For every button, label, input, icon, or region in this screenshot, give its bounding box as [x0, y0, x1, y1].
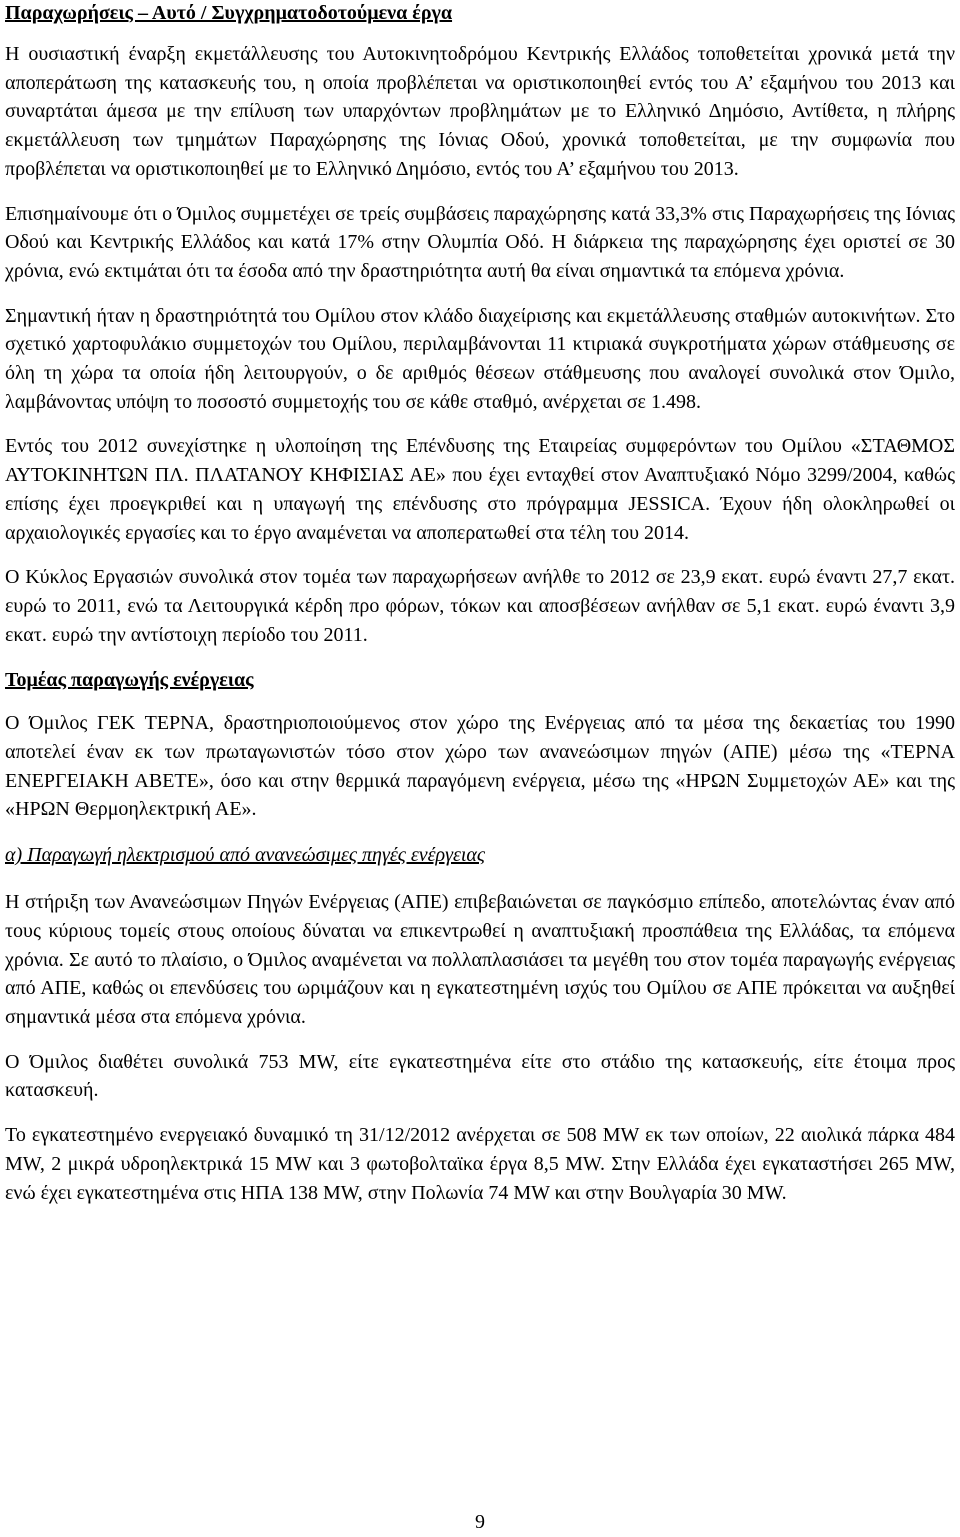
- paragraph: Η ουσιαστική έναρξη εκμετάλλευσης του Αυτοκινητοδρόμου Κεντρικής Ελλάδος τοποθετείται χρονικά μετά την αποπεράτωση της κατασκευής του, η οποία προβλέπεται να οριστικοποιηθεί εντός του Α’ εξαμήνου του 2013 και συναρτάται άμεσα με την επίλυση των υπαρχόντων προβλημάτων με το Ελληνικό Δημόσιο, Αντίθετα, η πλήρης εκμετάλλευση των τμημάτων Παραχώρησης της Ιόνιας Οδού, χρονικά τοποθετείται, με την συμφωνία που προβλέπεται να οριστικοποιηθεί με το Ελληνικό Δημόσιο, εντός του Α’ εξαμήνου του 2013.: [5, 43, 955, 180]
- page-number: 9: [475, 1511, 485, 1533]
- section-title-energy: Τομέας παραγωγής ενέργειας: [5, 669, 254, 692]
- paragraph: Σημαντική ήταν η δραστηριότητά του Ομίλου στον κλάδο διαχείρισης και εκμετάλλευσης σταθμών αυτοκινήτων. Στο σχετικό χαρτοφυλάκιο συμμετοχών του Ομίλου, περιλαμβάνονται 11 κτιριακά συγκροτήματα χώρων στάθμευσης σε όλη τη χώρα τα οποία ήδη λειτουργούν, ο δε αριθμός θέσεων στάθμευσης που αναλογεί συνολικά στον Όμιλο, λαμβάνοντας υπόψη το ποσοστό συμμετοχής του σε κάθε σταθμό, ανέρχεται σε 1.498.: [5, 304, 955, 413]
- paragraph: Ο Όμιλος ΓΕΚ ΤΕΡΝΑ, δραστηριοποιούμενος στον χώρο της Ενέργειας από τα μέσα της δεκαετίας του 1990 αποτελεί έναν εκ των πρωταγωνιστών τόσο στον χώρο των ανανεώσιμων πηγών (ΑΠΕ) μέσω της «ΤΕΡΝΑ ΕΝΕΡΓΕΙΑΚΗ ΑΒΕΤΕ», όσο και στην θερμικά παραγόμενη ενέργεια, μέσω της «ΗΡΩΝ Συμμετοχών ΑΕ» και της «ΗΡΩΝ Θερμοηλεκτρική ΑΕ».: [5, 712, 955, 821]
- paragraph: Ο Κύκλος Εργασιών συνολικά στον τομέα των παραχωρήσεων ανήλθε το 2012 σε 23,9 εκατ. ευρώ έναντι 27,7 εκατ. ευρώ το 2011, ενώ τα Λειτουργικά κέρδη προ φόρων, τόκων και αποσβέσεων ανήλθαν σε 5,1 εκατ. ευρώ έναντι 3,9 εκατ. ευρώ την αντίστοιχη περίοδο του 2011.: [5, 566, 955, 646]
- paragraph: Επισημαίνουμε ότι ο Όμιλος συμμετέχει σε τρείς συμβάσεις παραχώρησης κατά 33,3% στις Παραχωρήσεις της Ιόνιας Οδού και Κεντρικής Ελλάδος και κατά 17% στην Ολυμπία Οδό. Η διάρκεια της παραχώρησης έχει οριστεί σε 30 χρόνια, ενώ εκτιμάται ότι τα έσοδα από την δραστηριότητα αυτή θα είναι σημαντικά τα επόμενα χρόνια.: [5, 202, 955, 282]
- section-title-concessions: Παραχωρήσεις – Αυτό / Συγχρηματοδοτούμενα έργα: [5, 2, 453, 24]
- subsection-title-renewables: α) Παραγωγή ηλεκτρισμού από ανανεώσιμες πηγές ενέργειας: [5, 844, 486, 867]
- paragraph: Το εγκατεστημένο ενεργειακό δυναμικό τη 31/12/2012 ανέρχεται σε 508 MW εκ των οποίων, 22 αιολικά πάρκα 484 MW, 2 μικρά υδροηλεκτρικά 15 MW και 3 φωτοβολταϊκα έργα 8,5 MW. Στην Ελλάδα έχει εγκαταστήσει 265 MW, ενώ έχει εγκατεστημένα στις ΗΠΑ 138 MW, στην Πολωνία 74 MW και στην Βουλγαρία 30 MW.: [5, 1124, 955, 1204]
- paragraph: Ο Όμιλος διαθέτει συνολικά 753 MW, είτε εγκατεστημένα είτε στο στάδιο της κατασκευής, είτε έτοιμα προς κατασκευή.: [5, 1050, 955, 1102]
- document-page: [5, 0, 955, 1223]
- paragraph: Η στήριξη των Ανανεώσιμων Πηγών Ενέργειας (ΑΠΕ) επιβεβαιώνεται σε παγκόσμιο επίπεδο, αποτελώντας έναν από τους κύριους τομείς στους οποίους δύναται να επικεντρωθεί η αναπτυξιακή προσπάθεια της Ελλάδας, τα επόμενα χρόνια. Σε αυτό το πλαίσιο, ο Όμιλος αναμένεται να πολλαπλασιάσει τα μεγέθη του στον τομέα παραγωγής ενέργειας από ΑΠΕ, καθώς οι επενδύσεις του ωριμάζουν και η εγκατεστημένη ισχύς του Ομίλου σε ΑΠΕ πρόκειται να αυξηθεί σημαντικά μέσα στα επόμενα χρόνια.: [5, 891, 955, 1028]
- paragraph: Εντός του 2012 συνεχίστηκε η υλοποίηση της Επένδυσης της Εταιρείας συμφερόντων του Ομίλου «ΣΤΑΘΜΟΣ ΑΥΤΟΚΙΝΗΤΩΝ ΠΛ. ΠΛΑΤΑΝΟΥ ΚΗΦΙΣΙΑΣ ΑΕ» που έχει ενταχθεί στον Αναπτυξιακό Νόμο 3299/2004, καθώς επίσης έχει προεγκριθεί και η υπαγωγή της επένδυσης στο πρόγραμμα JESSICA. Έχουν ήδη ολοκληρωθεί οι αρχαιολογικές εργασίες και το έργο αναμένεται να αποπερατωθεί στα τέλη του 2014.: [5, 435, 955, 544]
